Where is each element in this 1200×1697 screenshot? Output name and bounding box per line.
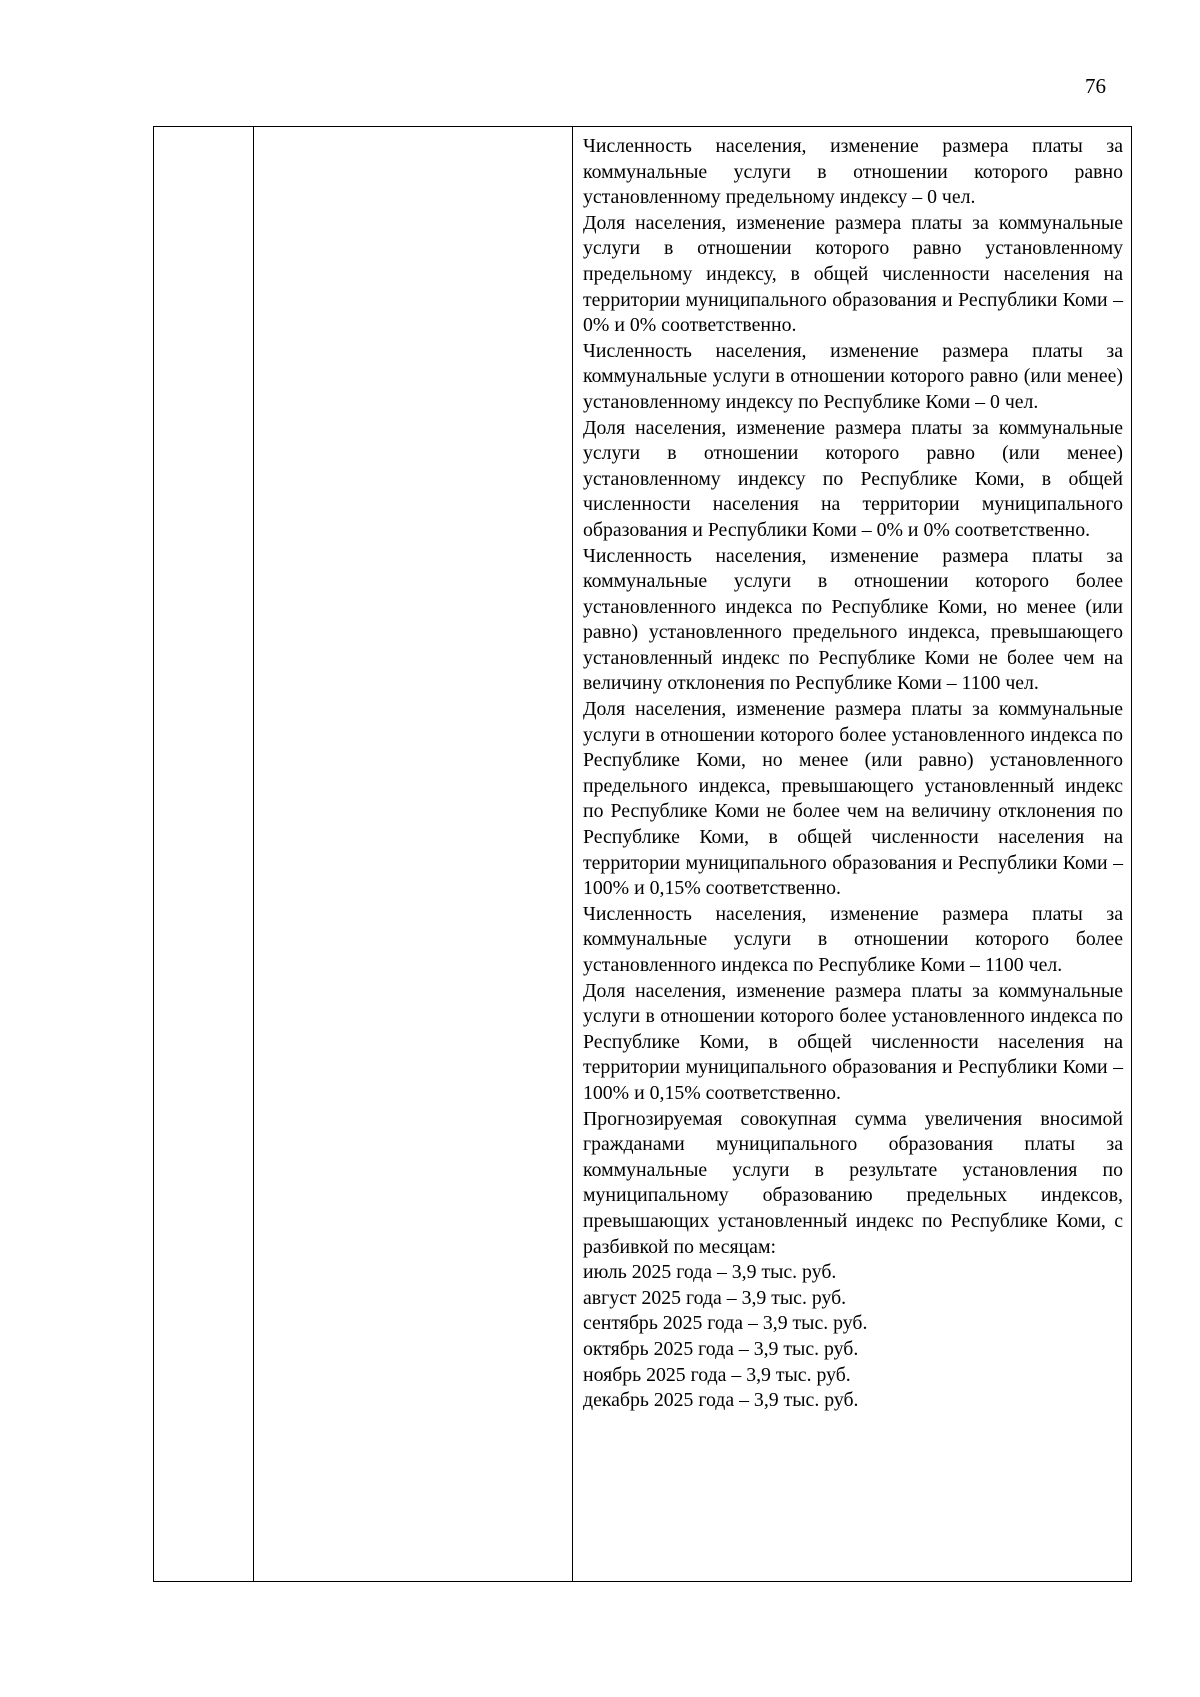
paragraph-share-above-index: Доля населения, изменение размера платы за коммунальные услуги в отношении которого более установленного индекса по Республике Коми, в общей численности населения на территории муниципального образования и Республики Коми – 100% и 0,15% соответственно. xyxy=(583,979,1123,1104)
month-line-november: ноябрь 2025 года – 3,9 тыс. руб. xyxy=(583,1363,851,1386)
paragraph-share-equal-limit: Доля населения, изменение размера платы за коммунальные услуги в отношении которого равно установленному предельному индексу, в общей численности населения на территории муниципального образования и Республики Коми – 0% и 0% соответственно. xyxy=(583,211,1123,337)
paragraph-population-above-index-within-deviation: Численность населения, изменение размера платы за коммунальные услуги в отношении которого более установленного индекса по Республике Коми, но менее (или равно) установленного предельного индекса, превышающего установленный индекс по Республике Коми не более чем на величину отклонения по Республике Коми – 1100 чел. xyxy=(583,544,1123,695)
month-line-july: июль 2025 года – 3,9 тыс. руб. xyxy=(583,1261,837,1284)
month-line-august: август 2025 года – 3,9 тыс. руб. xyxy=(583,1286,847,1309)
column-divider-1 xyxy=(253,127,254,1581)
month-line-december: декабрь 2025 года – 3,9 тыс. руб. xyxy=(583,1389,859,1412)
month-line-september: сентябрь 2025 года – 3,9 тыс. руб. xyxy=(583,1312,868,1335)
paragraph-population-above-index: Численность населения, изменение размера платы за коммунальные услуги в отношении которого более установленного индекса по Республике Коми – 1100 чел. xyxy=(583,902,1123,976)
document-table xyxy=(153,126,1132,1582)
paragraph-share-equal-index: Доля населения, изменение размера платы за коммунальные услуги в отношении которого равно (или менее) установленному индексу по Республике Коми, в общей численности населения на территории муниципального образования и Республики Коми – 0% и 0% соответственно. xyxy=(583,416,1123,541)
paragraph-share-above-index-within-deviation: Доля населения, изменение размера платы за коммунальные услуги в отношении которого более установленного индекса по Республике Коми, но менее (или равно) установленного предельного индекса, превышающего установленный индекс по Республике Коми не более чем на величину отклонения по Республике Коми, в общей численности населения на территории муниципального образования и Республики Коми – 100% и 0,15% соответственно. xyxy=(583,698,1123,900)
table-cell-content xyxy=(583,134,1123,1414)
paragraph-population-equal-limit: Численность населения, изменение размера платы за коммунальные услуги в отношении которого равно установленному предельному индексу – 0 чел. xyxy=(583,135,1123,209)
paragraph-population-equal-index: Численность населения, изменение размера платы за коммунальные услуги в отношении которого равно (или менее) установленному индексу по Республике Коми – 0 чел. xyxy=(583,339,1123,413)
paragraph-forecast-total: Прогнозируемая совокупная сумма увеличения вносимой гражданами муниципального образования платы за коммунальные услуги в результате установления по муниципальному образованию предельных индексов, превышающих установленный индекс по Республике Коми, с разбивкой по месяцам: xyxy=(583,1107,1123,1258)
page-number: 76 xyxy=(1085,74,1106,98)
month-line-october: октябрь 2025 года – 3,9 тыс. руб. xyxy=(583,1337,859,1360)
column-divider-2 xyxy=(572,127,573,1581)
